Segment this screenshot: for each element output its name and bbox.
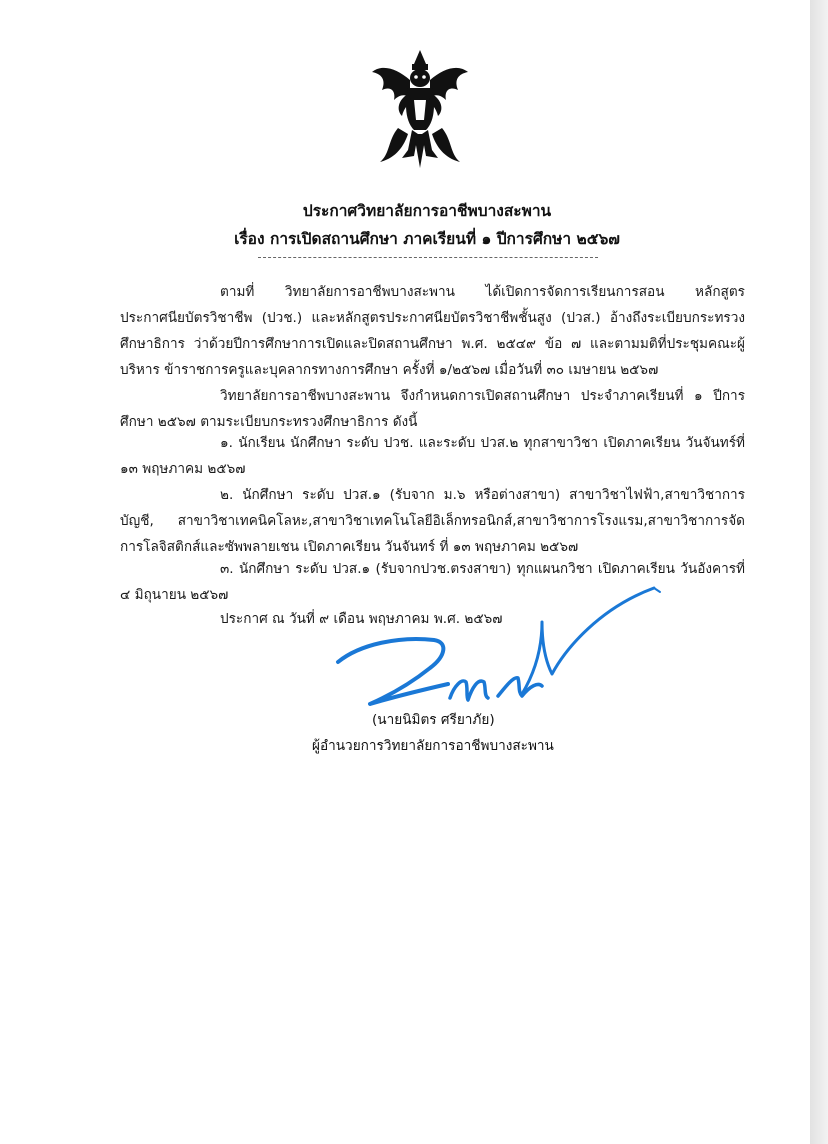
handwritten-signature: [330, 578, 670, 718]
list-item: ๑. นักเรียน นักศึกษา ระดับ ปวช. และระดับ ปวส.๒ ทุกสาขาวิชา เปิดภาคเรียน วันจันทร์ที่ ๑๓ พฤษภาคม ๒๕๖๗: [120, 435, 745, 477]
paragraph-announcement: วิทยาลัยการอาชีพบางสะพาน จึงกำหนดการเปิดสถานศึกษา ประจำภาคเรียนที่ ๑ ปีการศึกษา ๒๕๖๗ ตามระเบียบกระทรวงศึกษาธิการ ดังนี้: [120, 388, 745, 430]
signatory-name: (นายนิมิตร ศรียาภัย): [372, 712, 495, 728]
list-item: ๓. นักศึกษา ระดับ ปวส.๑ (รับจากปวช.ตรงสาขา) ทุกแผนกวิชา เปิดภาคเรียน วันอังคารที่ ๔ มิถุนายน ๒๕๖๗: [120, 561, 745, 603]
paragraph-reference: ตามที่ วิทยาลัยการอาชีพบางสะพาน ได้เปิดการจัดการเรียนการสอน หลักสูตรประกาศนียบัตรวิชาชีพ (ปวช.) และหลักสูตรประกาศนียบัตรวิชาชีพชั้นสูง (ปวส.) อ้างถึงระเบียบกระทรวงศึกษาธิการ ว่าด้วยปีการศึกษาการเปิดและปิดสถานศึกษา พ.ศ. ๒๕๔๙ ข้อ ๗ และตามมติที่ประชุมคณะผู้บริหาร ข้าราชการครูและบุคลากรทางการศึกษา ครั้งที่ ๑/๒๕๖๗ เมื่อวันที่ ๓๐ เมษายน ๒๕๖๗: [120, 284, 745, 378]
announce-date: ประกาศ ณ วันที่ ๙ เดือน พฤษภาคม พ.ศ. ๒๕๖๗: [220, 611, 503, 627]
document-title: ประกาศวิทยาลัยการอาชีพบางสะพาน: [302, 202, 552, 220]
signatory-position: ผู้อำนวยการวิทยาลัยการอาชีพบางสะพาน: [312, 738, 554, 754]
list-item: ๒. นักศึกษา ระดับ ปวส.๑ (รับจาก ม.๖ หรือต่างสาขา) สาขาวิชาไฟฟ้า,สาขาวิชาการบัญชี, สาขาวิชาเทคนิคโลหะ,สาขาวิชาเทคโนโลยีอิเล็กทรอนิกส์,สาขาวิชาการโรงแรม,สาขาวิชาการจัดการโลจิสติกส์และซัพพลายเชน เปิดภาคเรียน วันจันทร์ ที่ ๑๓ พฤษภาคม ๒๕๖๗: [120, 487, 745, 555]
garuda-emblem-icon: [368, 50, 472, 170]
page-edge-shadow: [810, 0, 828, 1144]
dashed-divider: [258, 257, 598, 258]
document-subject: เรื่อง การเปิดสถานศึกษา ภาคเรียนที่ ๑ ปีการศึกษา ๒๕๖๗: [234, 230, 620, 248]
